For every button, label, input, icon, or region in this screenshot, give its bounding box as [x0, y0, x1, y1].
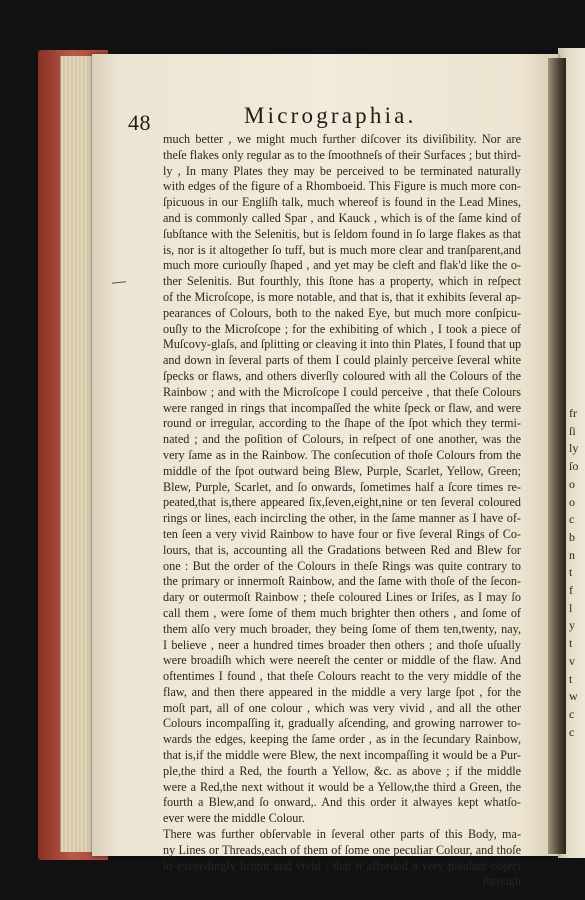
text-line: ther Selenitis. But fourthly, this ſtone has a property, which in reſpect	[163, 274, 521, 289]
text-line: were ranged in rings that incompaſſed the white ſpeck or flaw, and were	[163, 400, 521, 415]
text-line: Muſcovy-glaſs, and ſplitting or cleaving it into thin Plates, I found that up	[163, 337, 521, 352]
text-line: oftentimes I found , that theſe Colours reacht to the very middle of the	[163, 669, 521, 684]
text-line: them alſo very much broader, they being ſome of them ten,twenty, nay,	[163, 621, 521, 636]
text-line: the primary or innermoſt Rainbow, and the ſame with thoſe of the ſecon-	[163, 574, 521, 589]
text-line: very ſame as in the Rainbow. The conſecution of thoſe Colours from the	[163, 447, 521, 462]
text-line: wards the edges, keeping the ſame order , as in the ſecundary Rainbow,	[163, 732, 521, 747]
text-line: were broadiſh which were neereſt the center or middle of the flaw. And	[163, 653, 521, 668]
text-line: theſe flakes only regular as to the ſmoothneſs of their Surfaces ; but third-	[163, 147, 521, 162]
text-line: pearances of Colours, both to the naked Eye, but much more conſpicu-	[163, 305, 521, 320]
text-line: and is commonly called Spar , and Kauck , which is of the ſame kind of	[163, 210, 521, 225]
text-line: round or irregular, according to the ſhape of the ſpot which they termi-	[163, 416, 521, 431]
text-line: lours, that is, accounting all the Gradations between Red and Blew for	[163, 542, 521, 557]
text-line: ny Lines or Threads,each of them of ſome one peculiar Colour, and thoſe	[163, 842, 521, 857]
text-line: rings or lines, each incircling the other, in the ſame manner as I have of-	[163, 511, 521, 526]
body-text	[163, 132, 521, 890]
text-line: ouſly to the Microſcope ; for the exhibiting of which , I took a piece of	[163, 321, 521, 336]
text-line: of the Microſcope, is more notable, and that is, that it exhibits ſeveral ap-	[163, 289, 521, 304]
text-line: moſt part, all of one colour , which was very vivid , and all the other	[163, 700, 521, 715]
text-line: ten ſeen a very vivid Rainbow to have four or five ſeveral Rings of Co-	[163, 526, 521, 541]
text-line: one : But the order of the Colours in theſe Rings was quite contrary to	[163, 558, 521, 573]
text-line: and down in ſeveral parts of them I could plainly perceive ſeveral white	[163, 353, 521, 368]
text-line: ple,the third a Red, the fourth a Yellow, &c. as above ; if the middle	[163, 763, 521, 778]
text-line: much better , we might much further diſcover its diviſibility. Nor are	[163, 132, 521, 146]
text-line: peated,that is,there appeared ſix,ſeven,eight,nine or ten ſeveral coloured	[163, 495, 521, 510]
text-line: nated ; and the poſition of Colours, in reſpect of one another, was the	[163, 432, 521, 447]
text-line: call them , were ſome of them much brighter then others , and ſome of	[163, 605, 521, 620]
text-line: were a Red,the next without it would be a Yellow,the third a Green, the	[163, 779, 521, 794]
text-line: I believe , neer a hundred times broader then others ; and thoſe uſually	[163, 637, 521, 652]
text-line: ſo exceedingly bright and vivid , that it afforded a very pleaſant object	[163, 858, 521, 873]
text-line: ever were the middle Colour.	[163, 811, 305, 826]
text-line: Rainbow ; and with the Microſcope I could perceive , that theſe Colours	[163, 384, 521, 399]
text-line: through	[483, 874, 521, 889]
text-line: ſpicuous in our Engliſh talk, much whereof is found in the Lead Mines,	[163, 195, 521, 210]
text-line: flaw, and then there appeared in the middle a very large ſpot , for the	[163, 684, 521, 699]
running-head: Micrographia.	[244, 103, 417, 128]
text-line: ly , In many Plates they may be perceived to be terminated naturally	[163, 163, 521, 178]
text-line: ſubſtance with the Selenitis, but is ſeldom found in ſo large flakes as that	[163, 226, 521, 241]
page-number: 48	[128, 110, 151, 135]
page-gutter	[548, 58, 566, 854]
text-line: Blew, Purple, Scarlet, and ſo onwards, ſometimes half a ſcore times re-	[163, 479, 521, 494]
facing-page-text: fr ſi ly ſo o o c b n t f l y t v t w c c	[569, 406, 579, 739]
text-line: is, nor is it altogether ſo tuff, but is much more clear and tranſparent,and	[163, 242, 521, 257]
text-line: dary or outermoſt Rainbow ; theſe coloured Lines or Iriſes, as I may ſo	[163, 590, 521, 605]
text-line: much more curiouſly ſhaped , and yet may be cleft and flak'd like the o-	[163, 258, 521, 273]
text-line: middle of the ſpot outward being Blew, Purple, Scarlet, Yellow, Green;	[163, 463, 521, 478]
text-line: with edges of the figure of a Rhomboeid. This Figure is much more con-	[163, 179, 521, 194]
text-line: that is,if the middle were Blew, the next incompaſſing it would be a Pur-	[163, 748, 521, 763]
text-line: Colours incompaſſing it, gradually aſcending, and growing narrower to-	[163, 716, 521, 731]
text-line: ſpecks or flaws, and others diverſly coloured with all the Colours of the	[163, 368, 521, 383]
text-line: There was further obſervable in ſeveral other parts of this Body, ma-	[163, 827, 521, 842]
text-line: fourth a Blew,and ſo onward,. And this order it alwayes kept whatſo-	[163, 795, 521, 810]
